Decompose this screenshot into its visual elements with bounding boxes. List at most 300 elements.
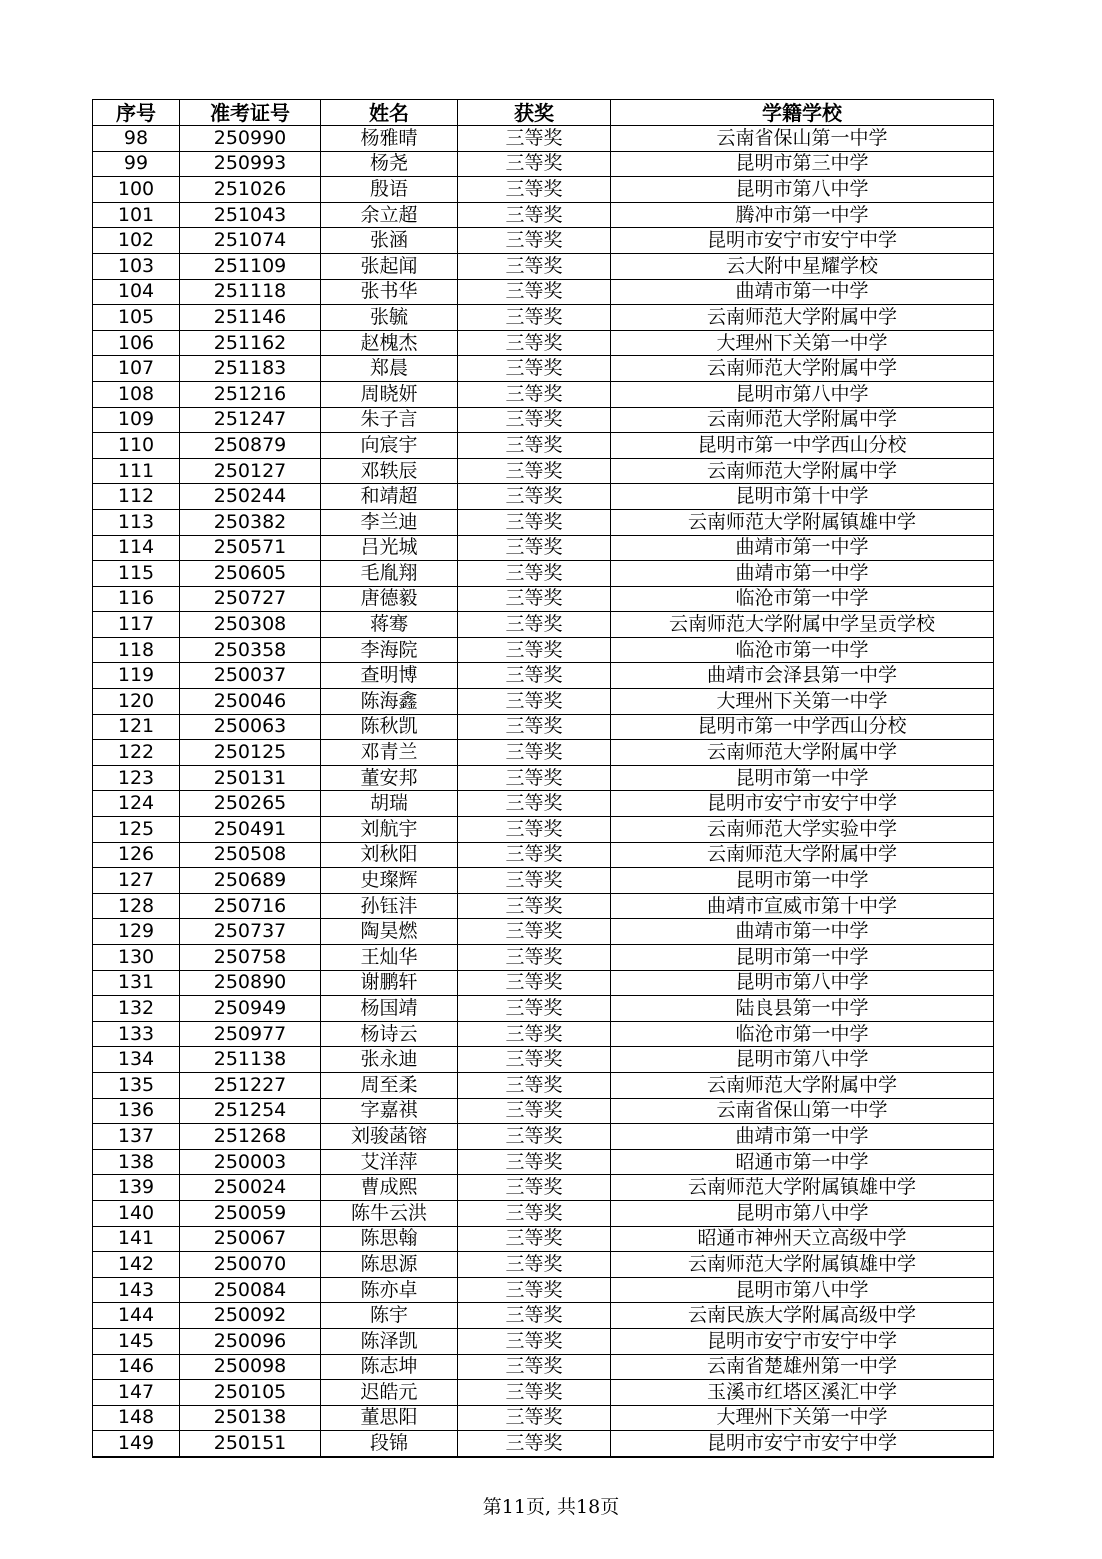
cell-school: 曲靖市第一中学 — [611, 1124, 994, 1150]
cell-exam-id: 251247 — [180, 407, 321, 433]
cell-name: 张书华 — [321, 279, 458, 305]
cell-exam-id: 250990 — [180, 126, 321, 152]
table-row — [93, 612, 994, 638]
cell-name: 蒋骞 — [321, 612, 458, 638]
cell-exam-id: 250138 — [180, 1405, 321, 1431]
cell-seq: 110 — [93, 433, 180, 459]
table-row — [93, 663, 994, 689]
table-row — [93, 126, 994, 152]
cell-seq: 122 — [93, 740, 180, 766]
cell-award: 三等奖 — [458, 1072, 611, 1098]
table-row — [93, 868, 994, 894]
cell-school: 昆明市第一中学 — [611, 868, 994, 894]
cell-name: 毛胤翔 — [321, 561, 458, 587]
table-row — [93, 1149, 994, 1175]
cell-exam-id: 251227 — [180, 1072, 321, 1098]
table-row — [93, 484, 994, 510]
cell-award: 三等奖 — [458, 126, 611, 152]
cell-exam-id: 250879 — [180, 433, 321, 459]
cell-school: 昆明市第一中学西山分校 — [611, 714, 994, 740]
cell-award: 三等奖 — [458, 279, 611, 305]
cell-name: 刘秋阳 — [321, 842, 458, 868]
cell-seq: 136 — [93, 1098, 180, 1124]
cell-name: 段锦 — [321, 1431, 458, 1457]
cell-name: 孙钰沣 — [321, 893, 458, 919]
cell-name: 艾洋萍 — [321, 1149, 458, 1175]
table-row — [93, 791, 994, 817]
cell-name: 朱子言 — [321, 407, 458, 433]
cell-school: 临沧市第一中学 — [611, 637, 994, 663]
cell-name: 陈亦卓 — [321, 1277, 458, 1303]
table-row — [93, 586, 994, 612]
table-row — [93, 1303, 994, 1329]
cell-school: 云南师范大学附属中学 — [611, 1072, 994, 1098]
cell-award: 三等奖 — [458, 714, 611, 740]
table-row — [93, 1380, 994, 1406]
cell-school: 大理州下关第一中学 — [611, 1405, 994, 1431]
cell-exam-id: 250084 — [180, 1277, 321, 1303]
cell-seq: 144 — [93, 1303, 180, 1329]
cell-school: 腾冲市第一中学 — [611, 202, 994, 228]
cell-seq: 107 — [93, 356, 180, 382]
cell-school: 昆明市安宁市安宁中学 — [611, 1431, 994, 1457]
cell-name: 李海院 — [321, 637, 458, 663]
cell-award: 三等奖 — [458, 356, 611, 382]
cell-exam-id: 250024 — [180, 1175, 321, 1201]
table-row — [93, 996, 994, 1022]
cell-seq: 103 — [93, 253, 180, 279]
cell-exam-id: 250308 — [180, 612, 321, 638]
cell-award: 三等奖 — [458, 791, 611, 817]
cell-award: 三等奖 — [458, 1098, 611, 1124]
cell-exam-id: 250244 — [180, 484, 321, 510]
cell-school: 云南师范大学附属中学呈贡学校 — [611, 612, 994, 638]
table-row — [93, 714, 994, 740]
cell-exam-id: 250727 — [180, 586, 321, 612]
cell-name: 曹成熙 — [321, 1175, 458, 1201]
cell-exam-id: 250358 — [180, 637, 321, 663]
table-row — [93, 919, 994, 945]
table-row — [93, 1200, 994, 1226]
cell-award: 三等奖 — [458, 535, 611, 561]
cell-school: 云南师范大学附属中学 — [611, 842, 994, 868]
cell-seq: 137 — [93, 1124, 180, 1150]
cell-name: 刘航宇 — [321, 817, 458, 843]
table-row — [93, 842, 994, 868]
cell-seq: 120 — [93, 689, 180, 715]
cell-name: 陈牛云洪 — [321, 1200, 458, 1226]
cell-school: 昭通市第一中学 — [611, 1149, 994, 1175]
cell-seq: 115 — [93, 561, 180, 587]
cell-school: 云南民族大学附属高级中学 — [611, 1303, 994, 1329]
cell-award: 三等奖 — [458, 253, 611, 279]
cell-award: 三等奖 — [458, 151, 611, 177]
cell-school: 玉溪市红塔区溪汇中学 — [611, 1380, 994, 1406]
table-row — [93, 1021, 994, 1047]
cell-award: 三等奖 — [458, 868, 611, 894]
cell-seq: 131 — [93, 970, 180, 996]
cell-seq: 116 — [93, 586, 180, 612]
cell-name: 邓轶辰 — [321, 458, 458, 484]
cell-exam-id: 250977 — [180, 1021, 321, 1047]
cell-exam-id: 250092 — [180, 1303, 321, 1329]
cell-seq: 138 — [93, 1149, 180, 1175]
cell-award: 三等奖 — [458, 1149, 611, 1175]
cell-name: 郑晨 — [321, 356, 458, 382]
cell-exam-id: 251162 — [180, 330, 321, 356]
cell-school: 昆明市第八中学 — [611, 1277, 994, 1303]
table-row — [93, 253, 994, 279]
cell-award: 三等奖 — [458, 1124, 611, 1150]
table-row — [93, 1098, 994, 1124]
cell-seq: 148 — [93, 1405, 180, 1431]
table-row — [93, 1226, 994, 1252]
cell-seq: 140 — [93, 1200, 180, 1226]
cell-award: 三等奖 — [458, 689, 611, 715]
cell-school: 云南省楚雄州第一中学 — [611, 1354, 994, 1380]
cell-exam-id: 251183 — [180, 356, 321, 382]
cell-name: 陈思翰 — [321, 1226, 458, 1252]
cell-school: 昆明市第八中学 — [611, 1200, 994, 1226]
cell-school: 陆良县第一中学 — [611, 996, 994, 1022]
cell-exam-id: 250063 — [180, 714, 321, 740]
cell-award: 三等奖 — [458, 945, 611, 971]
table-row — [93, 817, 994, 843]
cell-award: 三等奖 — [458, 1303, 611, 1329]
cell-seq: 105 — [93, 305, 180, 331]
cell-award: 三等奖 — [458, 1431, 611, 1457]
cell-exam-id: 250125 — [180, 740, 321, 766]
cell-school: 云南师范大学附属中学 — [611, 356, 994, 382]
cell-award: 三等奖 — [458, 612, 611, 638]
cell-award: 三等奖 — [458, 381, 611, 407]
cell-exam-id: 250096 — [180, 1328, 321, 1354]
cell-school: 云南师范大学附属镇雄中学 — [611, 1175, 994, 1201]
cell-exam-id: 250737 — [180, 919, 321, 945]
cell-exam-id: 250151 — [180, 1431, 321, 1457]
table-row — [93, 1354, 994, 1380]
cell-seq: 118 — [93, 637, 180, 663]
cell-exam-id: 251043 — [180, 202, 321, 228]
cell-exam-id: 250689 — [180, 868, 321, 894]
cell-seq: 98 — [93, 126, 180, 152]
cell-seq: 117 — [93, 612, 180, 638]
cell-exam-id: 251268 — [180, 1124, 321, 1150]
cell-school: 昆明市第八中学 — [611, 381, 994, 407]
table-row — [93, 151, 994, 177]
cell-seq: 104 — [93, 279, 180, 305]
table-row — [93, 458, 994, 484]
cell-school: 昆明市第八中学 — [611, 1047, 994, 1073]
cell-seq: 100 — [93, 177, 180, 203]
header-row — [93, 100, 994, 126]
table-row — [93, 1072, 994, 1098]
cell-award: 三等奖 — [458, 1226, 611, 1252]
cell-name: 陈泽凯 — [321, 1328, 458, 1354]
cell-exam-id: 250571 — [180, 535, 321, 561]
cell-name: 张起闻 — [321, 253, 458, 279]
cell-school: 曲靖市第一中学 — [611, 561, 994, 587]
cell-exam-id: 251118 — [180, 279, 321, 305]
cell-name: 李兰迪 — [321, 509, 458, 535]
header-seq: 序号 — [93, 100, 180, 126]
cell-exam-id: 250037 — [180, 663, 321, 689]
table-row — [93, 433, 994, 459]
cell-seq: 141 — [93, 1226, 180, 1252]
cell-name: 董思阳 — [321, 1405, 458, 1431]
cell-exam-id: 251146 — [180, 305, 321, 331]
cell-seq: 112 — [93, 484, 180, 510]
cell-exam-id: 250716 — [180, 893, 321, 919]
table-row — [93, 356, 994, 382]
header-school: 学籍学校 — [611, 100, 994, 126]
cell-seq: 126 — [93, 842, 180, 868]
cell-award: 三等奖 — [458, 637, 611, 663]
cell-school: 昆明市第八中学 — [611, 970, 994, 996]
cell-exam-id: 250046 — [180, 689, 321, 715]
cell-name: 董安邦 — [321, 765, 458, 791]
cell-school: 临沧市第一中学 — [611, 1021, 994, 1047]
cell-seq: 130 — [93, 945, 180, 971]
table-row — [93, 1405, 994, 1431]
cell-award: 三等奖 — [458, 663, 611, 689]
cell-award: 三等奖 — [458, 1021, 611, 1047]
cell-school: 昆明市安宁市安宁中学 — [611, 228, 994, 254]
cell-name: 王灿华 — [321, 945, 458, 971]
cell-school: 云大附中星耀学校 — [611, 253, 994, 279]
cell-name: 杨诗云 — [321, 1021, 458, 1047]
cell-exam-id: 250508 — [180, 842, 321, 868]
cell-name: 陈秋凯 — [321, 714, 458, 740]
table-row — [93, 893, 994, 919]
cell-seq: 99 — [93, 151, 180, 177]
cell-name: 和靖超 — [321, 484, 458, 510]
table-row — [93, 970, 994, 996]
cell-school: 昆明市第一中学 — [611, 765, 994, 791]
cell-award: 三等奖 — [458, 561, 611, 587]
cell-school: 云南师范大学附属中学 — [611, 740, 994, 766]
cell-award: 三等奖 — [458, 1328, 611, 1354]
table-row — [93, 689, 994, 715]
cell-name: 张毓 — [321, 305, 458, 331]
cell-school: 云南师范大学附属中学 — [611, 305, 994, 331]
table-row — [93, 381, 994, 407]
table-body — [93, 126, 994, 1457]
cell-exam-id: 251109 — [180, 253, 321, 279]
cell-award: 三等奖 — [458, 1200, 611, 1226]
cell-school: 曲靖市第一中学 — [611, 279, 994, 305]
cell-seq: 128 — [93, 893, 180, 919]
cell-award: 三等奖 — [458, 586, 611, 612]
cell-name: 赵槐杰 — [321, 330, 458, 356]
cell-name: 查明博 — [321, 663, 458, 689]
cell-award: 三等奖 — [458, 202, 611, 228]
cell-school: 昆明市安宁市安宁中学 — [611, 1328, 994, 1354]
table-row — [93, 1431, 994, 1457]
cell-award: 三等奖 — [458, 1354, 611, 1380]
cell-school: 临沧市第一中学 — [611, 586, 994, 612]
cell-award: 三等奖 — [458, 458, 611, 484]
header-award: 获奖 — [458, 100, 611, 126]
cell-name: 谢鹏轩 — [321, 970, 458, 996]
cell-award: 三等奖 — [458, 1175, 611, 1201]
table-row — [93, 279, 994, 305]
table-row — [93, 945, 994, 971]
table-row — [93, 1252, 994, 1278]
cell-seq: 149 — [93, 1431, 180, 1457]
table-row — [93, 1328, 994, 1354]
cell-exam-id: 250605 — [180, 561, 321, 587]
cell-school: 曲靖市宣威市第十中学 — [611, 893, 994, 919]
cell-seq: 111 — [93, 458, 180, 484]
cell-award: 三等奖 — [458, 765, 611, 791]
cell-name: 陈宇 — [321, 1303, 458, 1329]
table-row — [93, 228, 994, 254]
cell-school: 昆明市第八中学 — [611, 177, 994, 203]
cell-exam-id: 250382 — [180, 509, 321, 535]
cell-school: 云南师范大学实验中学 — [611, 817, 994, 843]
cell-name: 向宸宇 — [321, 433, 458, 459]
cell-seq: 123 — [93, 765, 180, 791]
cell-name: 杨尧 — [321, 151, 458, 177]
cell-seq: 146 — [93, 1354, 180, 1380]
cell-school: 云南省保山第一中学 — [611, 1098, 994, 1124]
table-row — [93, 509, 994, 535]
cell-award: 三等奖 — [458, 996, 611, 1022]
cell-name: 殷语 — [321, 177, 458, 203]
cell-exam-id: 250890 — [180, 970, 321, 996]
cell-award: 三等奖 — [458, 817, 611, 843]
cell-seq: 145 — [93, 1328, 180, 1354]
cell-name: 吕光城 — [321, 535, 458, 561]
cell-exam-id: 250098 — [180, 1354, 321, 1380]
cell-name: 杨国靖 — [321, 996, 458, 1022]
cell-seq: 125 — [93, 817, 180, 843]
cell-exam-id: 251026 — [180, 177, 321, 203]
header-exam-id: 准考证号 — [180, 100, 321, 126]
cell-exam-id: 250265 — [180, 791, 321, 817]
cell-seq: 129 — [93, 919, 180, 945]
cell-award: 三等奖 — [458, 1380, 611, 1406]
table-row — [93, 407, 994, 433]
cell-exam-id: 251216 — [180, 381, 321, 407]
page-number: 第11页, 共18页 — [482, 1496, 620, 1518]
cell-exam-id: 250758 — [180, 945, 321, 971]
table-row — [93, 637, 994, 663]
cell-award: 三等奖 — [458, 484, 611, 510]
cell-name: 张永迪 — [321, 1047, 458, 1073]
cell-name: 余立超 — [321, 202, 458, 228]
cell-award: 三等奖 — [458, 433, 611, 459]
cell-seq: 108 — [93, 381, 180, 407]
cell-award: 三等奖 — [458, 1252, 611, 1278]
cell-award: 三等奖 — [458, 305, 611, 331]
table-row — [93, 305, 994, 331]
awards-table — [92, 99, 994, 1458]
cell-exam-id: 250491 — [180, 817, 321, 843]
cell-seq: 139 — [93, 1175, 180, 1201]
cell-seq: 113 — [93, 509, 180, 535]
cell-exam-id: 250070 — [180, 1252, 321, 1278]
cell-award: 三等奖 — [458, 177, 611, 203]
cell-award: 三等奖 — [458, 919, 611, 945]
cell-award: 三等奖 — [458, 1405, 611, 1431]
cell-seq: 147 — [93, 1380, 180, 1406]
cell-seq: 127 — [93, 868, 180, 894]
table-row — [93, 740, 994, 766]
cell-seq: 106 — [93, 330, 180, 356]
cell-school: 昆明市第三中学 — [611, 151, 994, 177]
cell-school: 大理州下关第一中学 — [611, 330, 994, 356]
cell-school: 昆明市第十中学 — [611, 484, 994, 510]
cell-school: 昆明市安宁市安宁中学 — [611, 791, 994, 817]
cell-name: 陈海鑫 — [321, 689, 458, 715]
cell-award: 三等奖 — [458, 228, 611, 254]
cell-award: 三等奖 — [458, 509, 611, 535]
cell-seq: 133 — [93, 1021, 180, 1047]
table-row — [93, 1124, 994, 1150]
cell-award: 三等奖 — [458, 970, 611, 996]
cell-seq: 114 — [93, 535, 180, 561]
cell-name: 邓青兰 — [321, 740, 458, 766]
cell-school: 云南师范大学附属中学 — [611, 407, 994, 433]
cell-award: 三等奖 — [458, 407, 611, 433]
cell-exam-id: 250003 — [180, 1149, 321, 1175]
table-row — [93, 765, 994, 791]
cell-school: 曲靖市第一中学 — [611, 919, 994, 945]
cell-award: 三等奖 — [458, 893, 611, 919]
cell-seq: 101 — [93, 202, 180, 228]
cell-name: 字嘉祺 — [321, 1098, 458, 1124]
cell-seq: 119 — [93, 663, 180, 689]
table-row — [93, 535, 994, 561]
cell-name: 刘骏菡镕 — [321, 1124, 458, 1150]
cell-exam-id: 251254 — [180, 1098, 321, 1124]
cell-school: 大理州下关第一中学 — [611, 689, 994, 715]
cell-name: 周晓妍 — [321, 381, 458, 407]
cell-school: 曲靖市会泽县第一中学 — [611, 663, 994, 689]
cell-school: 昆明市第一中学 — [611, 945, 994, 971]
cell-name: 陈思源 — [321, 1252, 458, 1278]
cell-school: 曲靖市第一中学 — [611, 535, 994, 561]
cell-name: 陶昊燃 — [321, 919, 458, 945]
cell-award: 三等奖 — [458, 330, 611, 356]
table-row — [93, 202, 994, 228]
cell-exam-id: 250105 — [180, 1380, 321, 1406]
table-row — [93, 1047, 994, 1073]
cell-award: 三等奖 — [458, 1277, 611, 1303]
cell-name: 胡瑞 — [321, 791, 458, 817]
cell-seq: 135 — [93, 1072, 180, 1098]
cell-exam-id: 251074 — [180, 228, 321, 254]
cell-exam-id: 250067 — [180, 1226, 321, 1252]
cell-school: 昭通市神州天立高级中学 — [611, 1226, 994, 1252]
header-name: 姓名 — [321, 100, 458, 126]
cell-seq: 132 — [93, 996, 180, 1022]
cell-exam-id: 250059 — [180, 1200, 321, 1226]
cell-award: 三等奖 — [458, 842, 611, 868]
cell-exam-id: 250131 — [180, 765, 321, 791]
cell-seq: 121 — [93, 714, 180, 740]
cell-school: 昆明市第一中学西山分校 — [611, 433, 994, 459]
cell-seq: 102 — [93, 228, 180, 254]
cell-name: 唐德毅 — [321, 586, 458, 612]
cell-name: 迟皓元 — [321, 1380, 458, 1406]
cell-name: 张涵 — [321, 228, 458, 254]
cell-exam-id: 250993 — [180, 151, 321, 177]
table-row — [93, 177, 994, 203]
table-row — [93, 1175, 994, 1201]
